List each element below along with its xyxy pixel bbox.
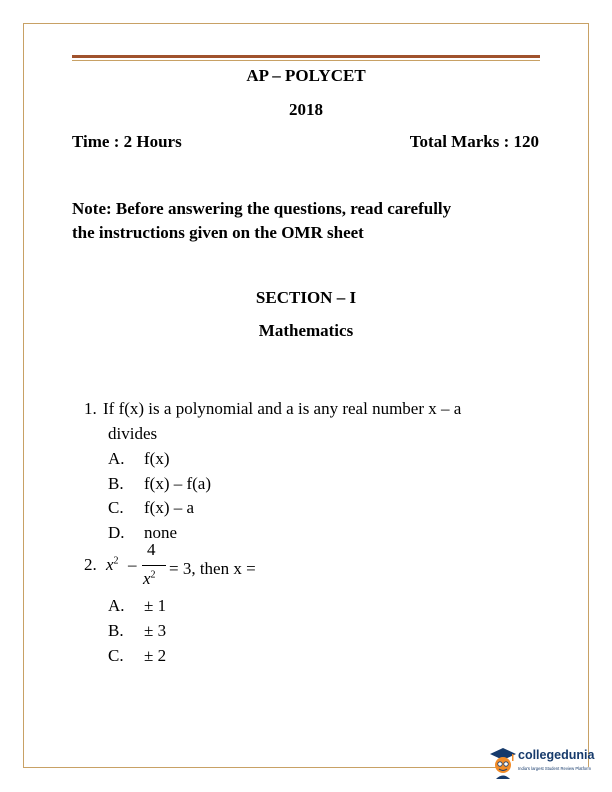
graduate-mascot-icon	[488, 745, 518, 781]
option-text: f(x)	[144, 449, 170, 468]
brand-name: collegedunia	[518, 748, 595, 762]
question-2-numerator: 4	[147, 540, 156, 559]
section-title: SECTION – I	[255, 288, 357, 307]
question-2-option-b	[108, 621, 166, 641]
exam-time: Time : 2 Hours	[72, 132, 182, 151]
option-letter: B.	[108, 474, 124, 493]
header-rule-thick	[72, 55, 540, 58]
question-1-option-c	[108, 498, 194, 518]
option-text: f(x) – f(a)	[144, 474, 212, 493]
lhs-exponent: 2	[113, 555, 119, 567]
total-marks: Total Marks : 120	[409, 132, 539, 151]
question-1-option-b	[108, 474, 211, 494]
option-letter: C.	[108, 646, 124, 665]
question-2-fraction-bar	[142, 565, 166, 566]
question-1-number: 1.	[84, 399, 97, 418]
section-subject: Mathematics	[258, 321, 354, 340]
instruction-note	[72, 197, 542, 245]
question-1-text-line-2: divides	[108, 424, 158, 443]
question-2-term-x	[106, 555, 119, 575]
option-letter: D.	[108, 523, 125, 542]
note-line-1: Note: Before answering the questions, read carefully	[72, 199, 452, 218]
question-2-option-a	[108, 596, 166, 616]
collegedunia-logo[interactable]	[488, 745, 595, 785]
question-2-denominator	[143, 569, 156, 589]
brand-tagline: India's largest Student Review Platform	[518, 766, 591, 771]
question-2-number: 2.	[84, 555, 97, 574]
option-text: ± 1	[144, 596, 167, 615]
option-text: f(x) – a	[144, 498, 195, 517]
exam-title: AP – POLYCET	[246, 66, 366, 85]
question-1-text-line-1: If f(x) is a polynomial and a is any real number x – a	[103, 399, 462, 418]
question-2-minus: –	[128, 555, 137, 574]
question-1-option-d	[108, 523, 177, 543]
lhs-variable: x	[106, 555, 114, 574]
question-2-option-c	[108, 646, 166, 666]
note-line-2: the instructions given on the OMR sheet	[72, 223, 364, 242]
option-letter: B.	[108, 621, 124, 640]
option-text: ± 2	[144, 646, 167, 665]
header-rule-thin	[72, 60, 540, 61]
denominator-exponent: 2	[150, 569, 156, 581]
option-letter: C.	[108, 498, 124, 517]
page-border-bottom	[23, 767, 501, 768]
option-letter: A.	[108, 449, 125, 468]
option-text: none	[144, 523, 178, 542]
option-text: ± 3	[144, 621, 167, 640]
denominator-variable: x	[143, 569, 151, 588]
exam-year: 2018	[289, 100, 323, 119]
question-1-option-a	[108, 449, 169, 469]
question-2-rhs: = 3, then x =	[169, 559, 256, 578]
option-letter: A.	[108, 596, 125, 615]
